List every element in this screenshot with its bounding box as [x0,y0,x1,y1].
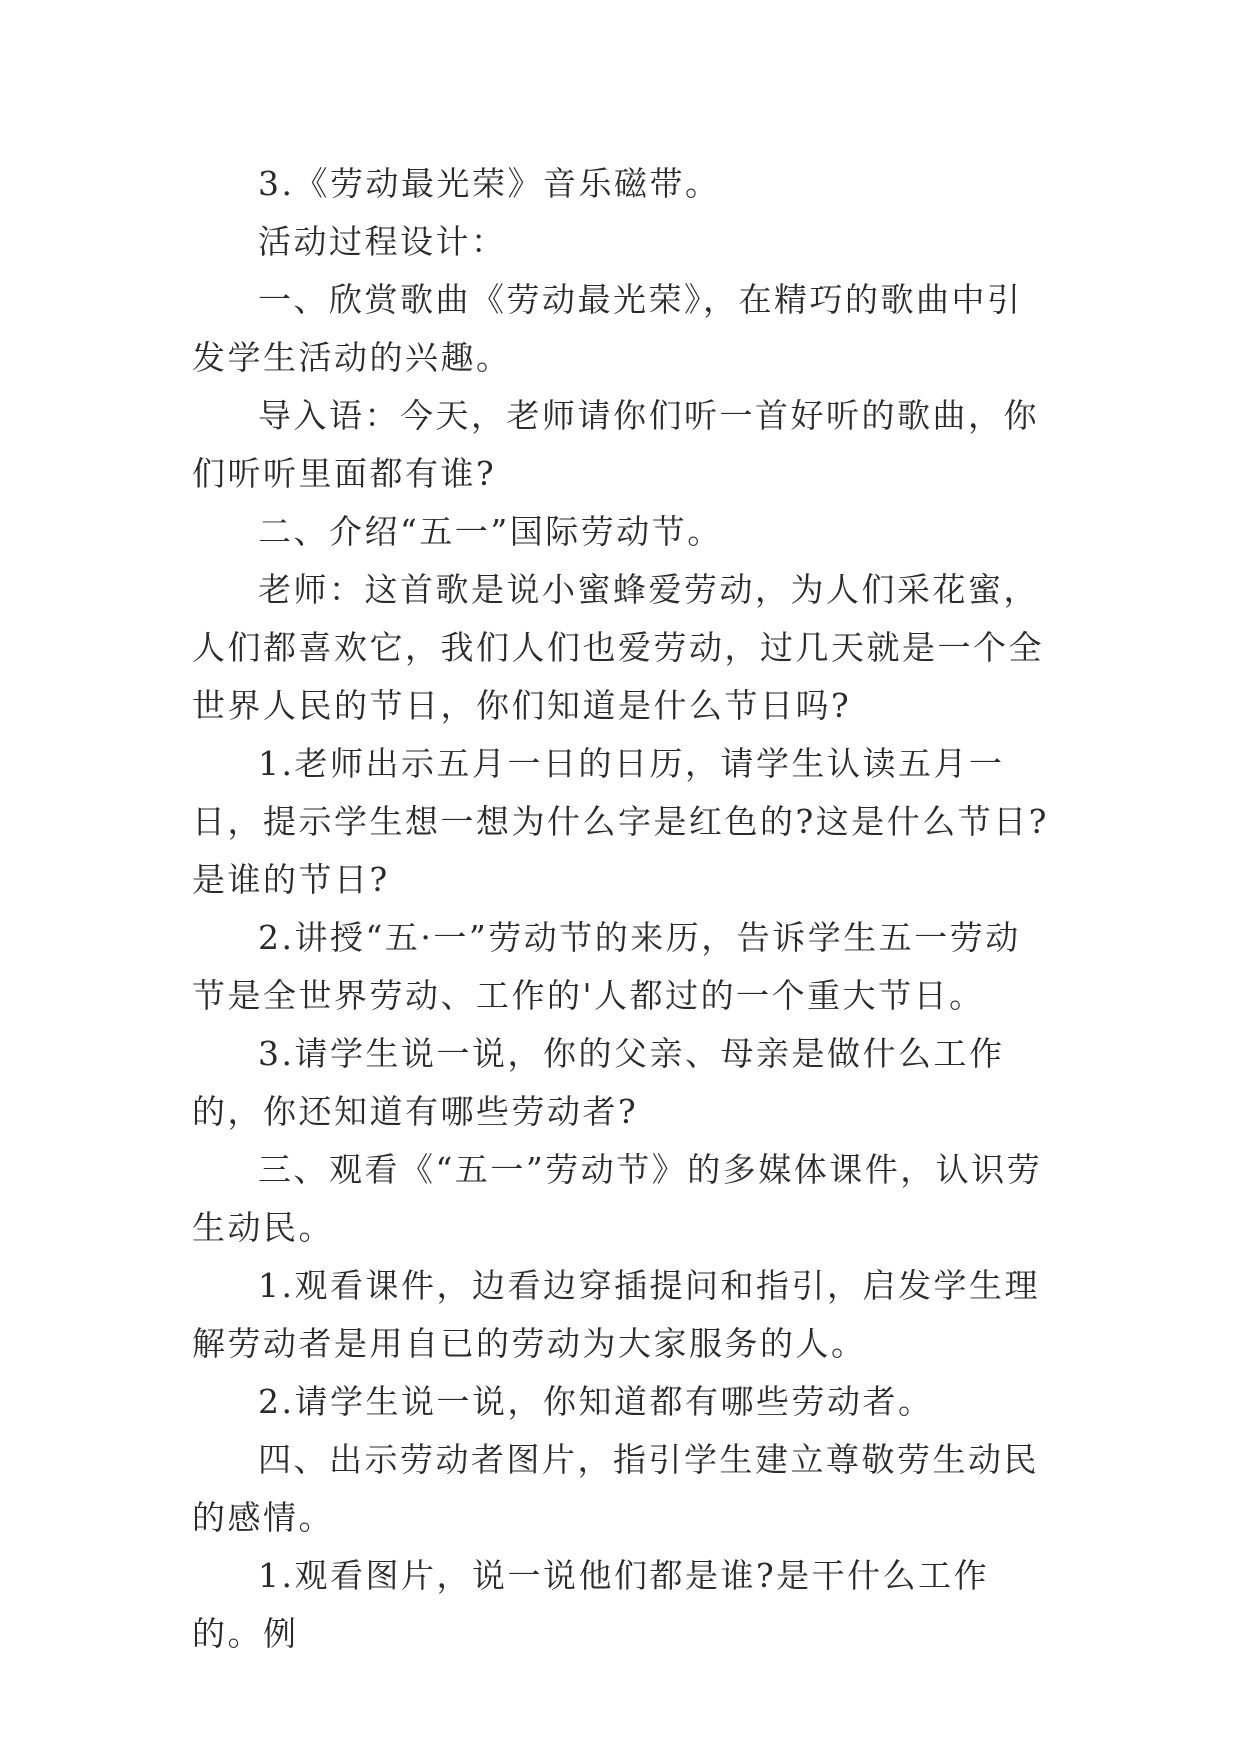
paragraph-materials-tape: 3.《劳动最光荣》音乐磁带。 [258,164,721,203]
paragraph-teacher-speech: 老师：这首歌是说小蜜蜂爱劳动，为人们采花蜜，人们都喜欢它，我们人们也爱劳动，过几天就是一个全世界人民的节日，你们知道是什么节日吗? [192,570,1044,725]
paragraph-intro-speech: 导入语：今天，老师请你们听一首好听的歌曲，你们听听里面都有谁? [192,396,1039,493]
paragraph-section-three: 三、观看《“五一”劳动节》的多媒体课件，认识劳生动民。 [192,1150,1043,1247]
paragraph-section-two: 二、介绍“五一”国际劳动节。 [258,512,723,551]
paragraph-step-calendar: 1.老师出示五月一日的日历，请学生认读五月一日，提示学生想一想为什么字是红色的?这是什么节日?是谁的节日? [192,744,1049,899]
paragraph-process-heading: 活动过程设计： [258,222,507,261]
paragraph-step-workers: 2.请学生说一说，你知道都有哪些劳动者。 [258,1382,934,1421]
paragraph-step-history: 2.讲授“五·一”劳动节的来历，告诉学生五一劳动节是全世界劳动、工作的'人都过的一个重大节日。 [192,918,1021,1015]
paragraph-step-pictures: 1.观看图片，说一说他们都是谁?是干什么工作的。例 [192,1556,990,1653]
paragraph-section-four: 四、出示劳动者图片，指引学生建立尊敬劳生动民的感情。 [192,1440,1039,1537]
paragraph-section-one: 一、欣赏歌曲《劳动最光荣》，在精巧的歌曲中引发学生活动的兴趣。 [192,280,1023,377]
paragraph-step-courseware: 1.观看课件，边看边穿插提问和指引，启发学生理解劳动者是用自已的劳动为大家服务的人。 [192,1266,1040,1363]
paragraph-step-parents: 3.请学生说一说，你的父亲、母亲是做什么工作的，你还知道有哪些劳动者? [192,1034,1005,1131]
document-body [192,155,1052,1663]
